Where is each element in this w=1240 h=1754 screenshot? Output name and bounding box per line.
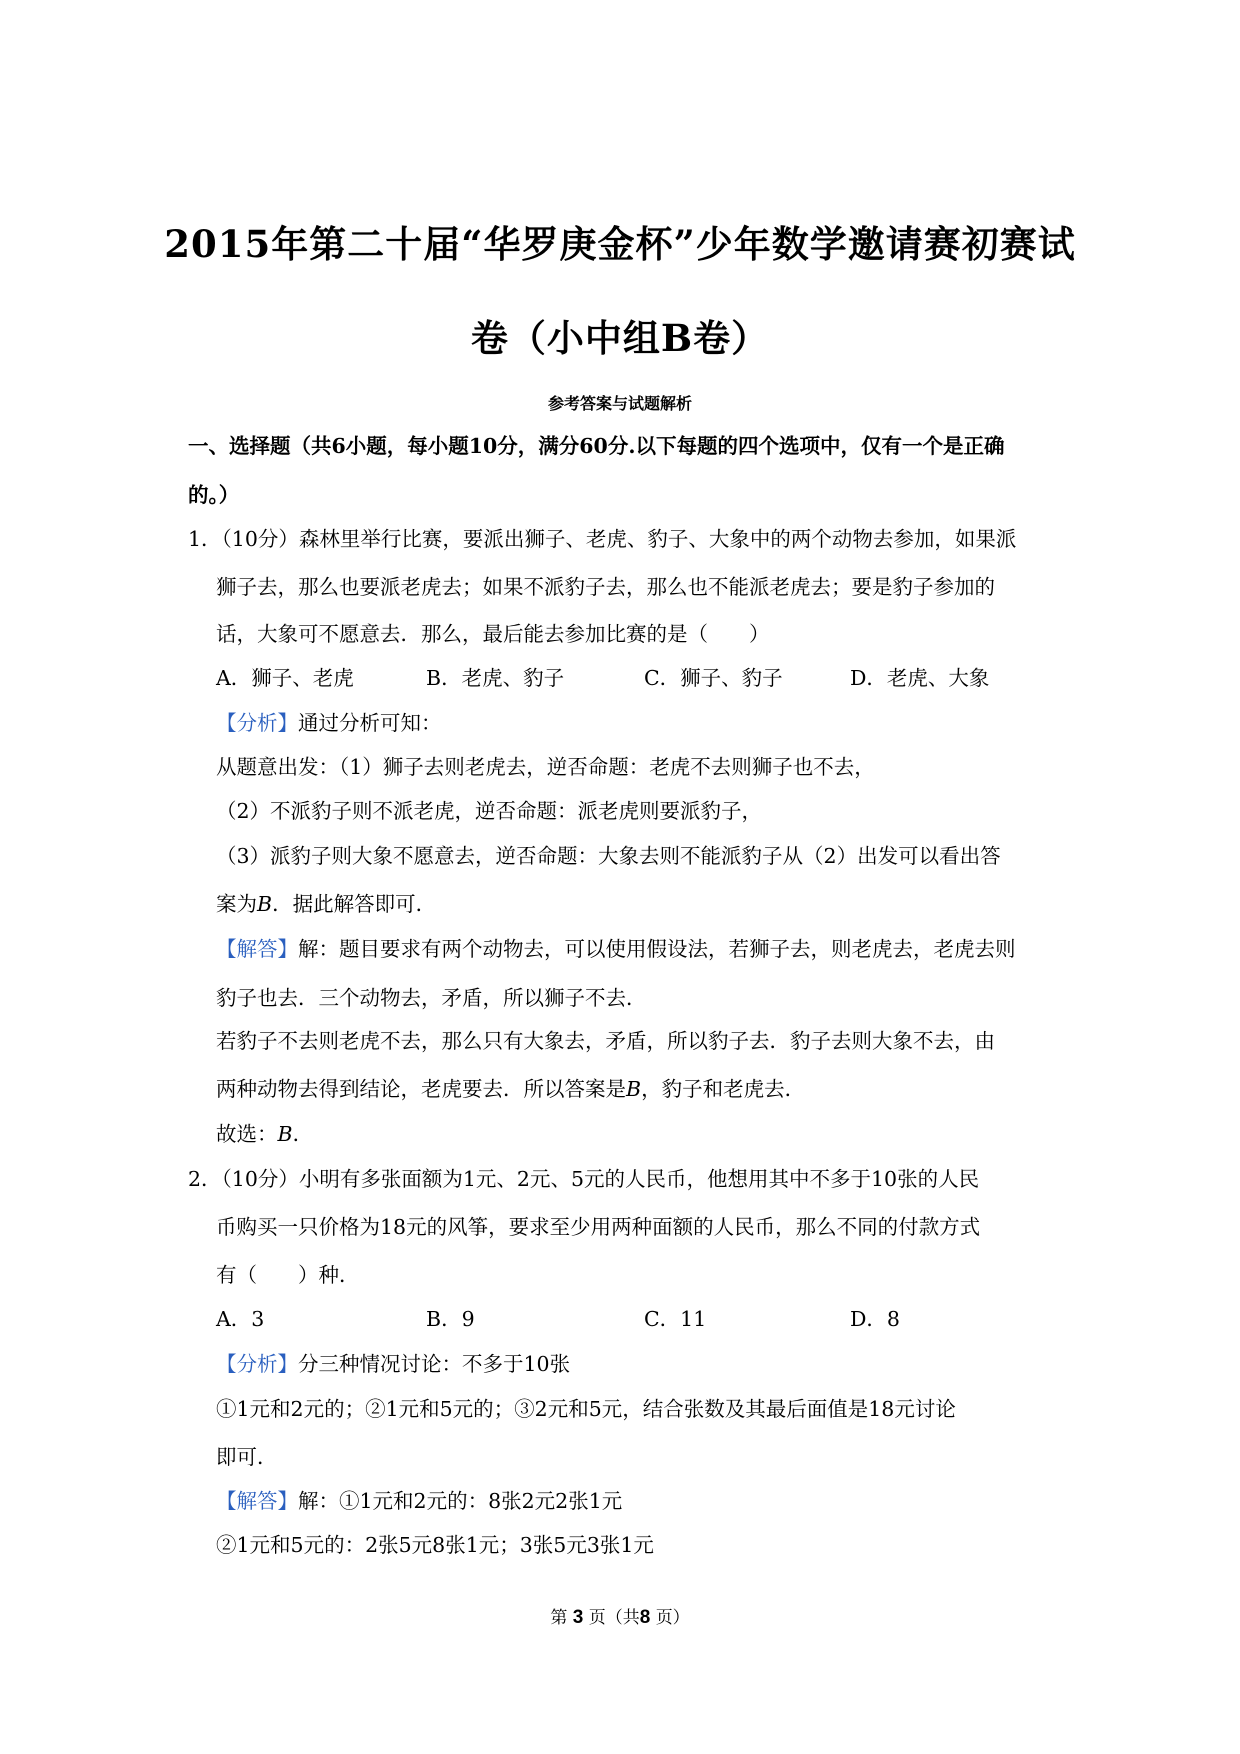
question-2-stem-text: （10分）小明有多张面额为1元、2元、5元的人民币，他想用其中不多于10张的人民 bbox=[221, 1167, 980, 1191]
analysis-text: ．据此解答即可． bbox=[272, 892, 437, 916]
question-2-option-d: D．8 bbox=[850, 1307, 900, 1331]
document-subtitle: 参考答案与试题解析 bbox=[547, 394, 692, 413]
question-1-stem-text: （10分）森林里举行比赛，要派出狮子、老虎、豹子、大象中的两个动物去参加，如果派 bbox=[221, 527, 1017, 551]
question-2-analysis-line-3: 即可． bbox=[216, 1445, 278, 1469]
question-2-option-b: B．9 bbox=[426, 1307, 475, 1331]
answer-letter: B bbox=[626, 1077, 642, 1101]
question-2-option-c: C．11 bbox=[644, 1307, 707, 1331]
footer-text: 页（共 bbox=[588, 1608, 640, 1628]
question-2-answer-line-2: ②1元和5元的：2张5元8张1元；3张5元3张1元 bbox=[216, 1533, 654, 1557]
question-1-analysis-line-1 bbox=[216, 706, 442, 736]
footer-text: 第 bbox=[550, 1608, 568, 1628]
section-heading-line-1: 一、选择题（共6小题，每小题10分，满分60分.以下每题的四个选项中，仅有一个是正确 bbox=[188, 434, 1005, 458]
analysis-text: 案为 bbox=[216, 892, 257, 916]
question-1-analysis-line-2: 从题意出发：（1）狮子去则老虎去，逆否命题：老虎不去则狮子也不去， bbox=[216, 755, 875, 779]
document-title-line-1: 2015年第二十届“华罗庚金杯”少年数学邀请赛初赛试 bbox=[164, 222, 1076, 266]
answer-text: 解：①1元和2元的：8张2元2张1元 bbox=[298, 1489, 623, 1513]
total-page-count: 8 bbox=[639, 1607, 651, 1628]
question-1-option-a: A．狮子、老虎 bbox=[216, 666, 354, 690]
answer-text: ，豹子和老虎去． bbox=[641, 1077, 806, 1101]
page-footer bbox=[120, 1603, 1120, 1629]
analysis-text: 通过分析可知： bbox=[298, 711, 442, 735]
footer-text: 页） bbox=[655, 1608, 690, 1628]
question-2-stem-line-2: 币购买一只价格为18元的风筝，要求至少用两种面额的人民币，那么不同的付款方式 bbox=[216, 1215, 981, 1239]
question-2-analysis-line-1 bbox=[216, 1347, 570, 1377]
question-1-analysis-line-5 bbox=[216, 887, 436, 917]
question-2-option-a: A．3 bbox=[216, 1307, 265, 1331]
answer-letter: B bbox=[257, 892, 273, 916]
question-2-stem-line-3: 有（ ）种． bbox=[216, 1263, 360, 1287]
analysis-tag: 【分析】 bbox=[216, 1352, 298, 1376]
choice-text: 故选： bbox=[216, 1122, 278, 1146]
question-2-stem-line-1 bbox=[188, 1162, 979, 1192]
choice-text: ． bbox=[292, 1122, 314, 1146]
document-title-line-2: 卷（小中组B卷） bbox=[470, 316, 770, 360]
question-2-answer-line-1 bbox=[216, 1484, 622, 1514]
question-1-option-d: D．老虎、大象 bbox=[850, 666, 990, 690]
question-1-number: 1． bbox=[188, 527, 222, 551]
question-1-answer-line-1 bbox=[216, 932, 1016, 962]
question-1-option-c: C．狮子、豹子 bbox=[644, 666, 783, 690]
answer-text: 解：题目要求有两个动物去，可以使用假设法，若狮子去，则老虎去，老虎去则 bbox=[298, 937, 1016, 961]
answer-tag: 【解答】 bbox=[216, 937, 298, 961]
question-1-answer-line-4 bbox=[216, 1072, 805, 1102]
question-1-answer-line-2: 豹子也去．三个动物去，矛盾，所以狮子不去． bbox=[216, 986, 647, 1010]
question-1-answer-line-3: 若豹子不去则老虎不去，那么只有大象去，矛盾，所以豹子去．豹子去则大象不去，由 bbox=[216, 1029, 995, 1053]
answer-letter: B bbox=[277, 1122, 293, 1146]
current-page-number: 3 bbox=[572, 1607, 584, 1628]
analysis-text: 分三种情况讨论：不多于10张 bbox=[298, 1352, 571, 1376]
question-1-stem-line-1 bbox=[188, 522, 1016, 552]
question-1-stem-line-3: 话，大象可不愿意去．那么，最后能去参加比赛的是（ ） bbox=[216, 622, 770, 646]
question-2-number: 2． bbox=[188, 1167, 222, 1191]
question-1-stem-line-2: 狮子去，那么也要派老虎去；如果不派豹子去，那么也不能派老虎去；要是豹子参加的 bbox=[216, 575, 995, 599]
question-1-choice bbox=[216, 1117, 313, 1147]
answer-tag: 【解答】 bbox=[216, 1489, 298, 1513]
section-heading-line-2: 的。） bbox=[188, 483, 240, 507]
answer-text: 两种动物去得到结论，老虎要去．所以答案是 bbox=[216, 1077, 626, 1101]
question-1-analysis-line-3: （2）不派豹子则不派老虎，逆否命题：派老虎则要派豹子， bbox=[216, 799, 763, 823]
question-2-analysis-line-2: ①1元和2元的；②1元和5元的；③2元和5元，结合张数及其最后面值是18元讨论 bbox=[216, 1397, 956, 1421]
question-1-option-b: B．老虎、豹子 bbox=[426, 666, 565, 690]
question-1-analysis-line-4: （3）派豹子则大象不愿意去，逆否命题：大象去则不能派豹子从（2）出发可以看出答 bbox=[216, 844, 1001, 868]
analysis-tag: 【分析】 bbox=[216, 711, 298, 735]
